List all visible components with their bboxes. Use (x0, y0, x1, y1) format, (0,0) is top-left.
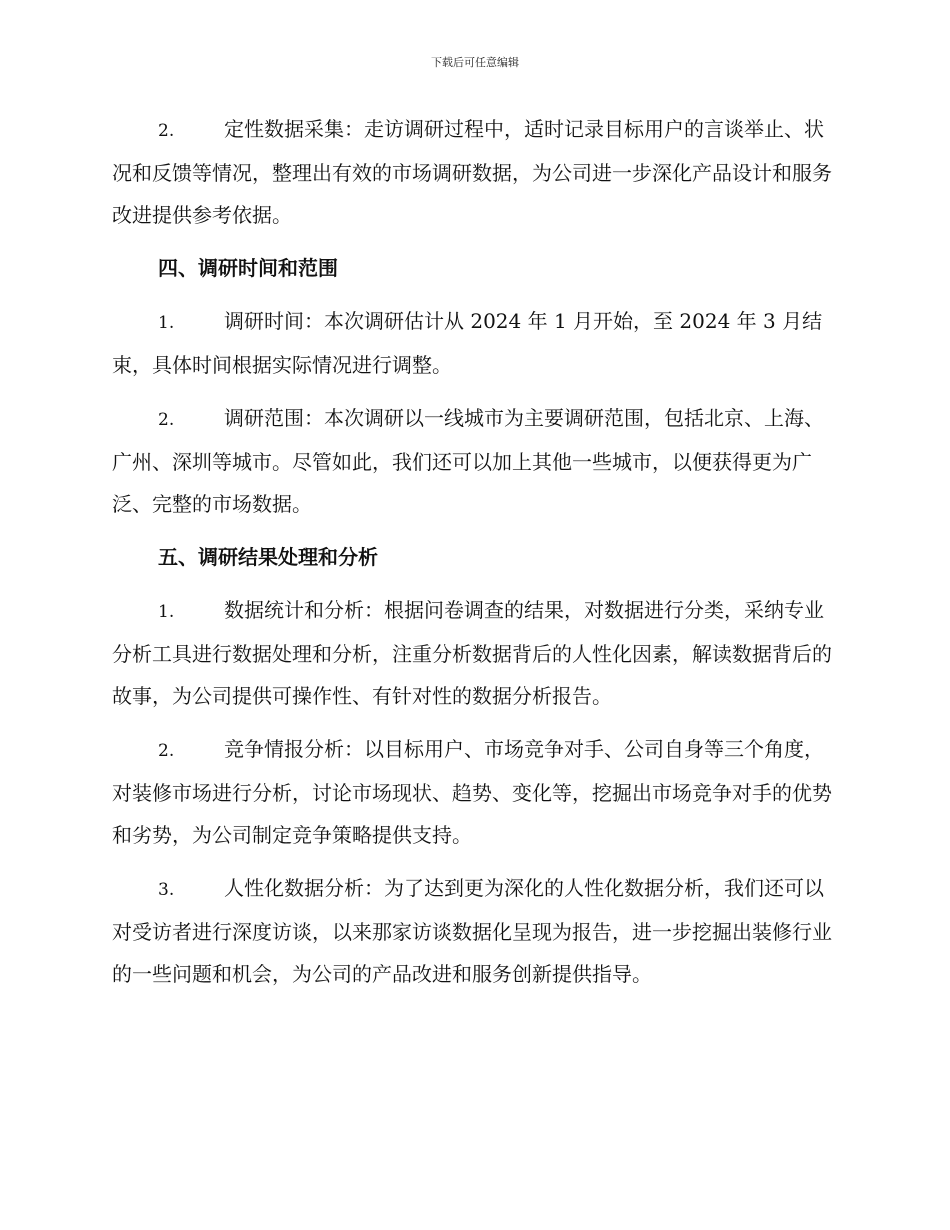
list-item (112, 108, 832, 236)
list-item (112, 867, 832, 995)
list-item (112, 300, 832, 386)
list-item-text: 定性数据采集：走访调研过程中，适时记录目标用户的言谈举止、状况和反馈等情况，整理出有效的市场调研数据，为公司进一步深化产品设计和服务改进提供参考依据。 (112, 117, 832, 227)
list-item-number: 2. (158, 121, 175, 141)
list-item-text: 调研范围：本次调研以一线城市为主要调研范围，包括北京、上海、广州、深圳等城市。尽管如此，我们还可以加上其他一些城市，以便获得更为广泛、完整的市场数据。 (112, 406, 824, 516)
list-item (112, 589, 832, 717)
list-item-number: 1. (158, 313, 175, 333)
list-item-number: 3. (158, 880, 175, 900)
document-body (112, 108, 832, 1006)
list-item-number: 1. (158, 602, 175, 622)
page-header-note: 下载后可任意编辑 (431, 56, 519, 69)
list-item-text: 竞争情报分析：以目标用户、市场竞争对手、公司自身等三个角度，对装修市场进行分析，讨论市场现状、趋势、变化等，挖掘出市场竞争对手的优势和劣势，为公司制定竞争策略提供支持。 (112, 737, 832, 847)
list-item-number: 2. (158, 741, 175, 761)
section-heading: 四、调研时间和范围 (158, 256, 338, 280)
section-heading: 五、调研结果处理和分析 (158, 545, 378, 569)
list-item-text: 调研时间：本次调研估计从 2024 年 1 月开始，至 2024 年 3 月结束，具体时间根据实际情况进行调整。 (112, 309, 823, 377)
list-item (112, 728, 832, 856)
list-item-text: 人性化数据分析：为了达到更为深化的人性化数据分析，我们还可以对受访者进行深度访谈，以来那家访谈数据化呈现为报告，进一步挖掘出装修行业的一些问题和机会，为公司的产品改进和服务创新提供指导。 (112, 876, 832, 986)
list-item-text: 数据统计和分析：根据问卷调查的结果，对数据进行分类，采纳专业分析工具进行数据处理和分析，注重分析数据背后的人性化因素，解读数据背后的故事，为公司提供可操作性、有针对性的数据分析报告。 (112, 598, 832, 708)
list-item-number: 2. (158, 410, 175, 430)
list-item (112, 397, 832, 525)
